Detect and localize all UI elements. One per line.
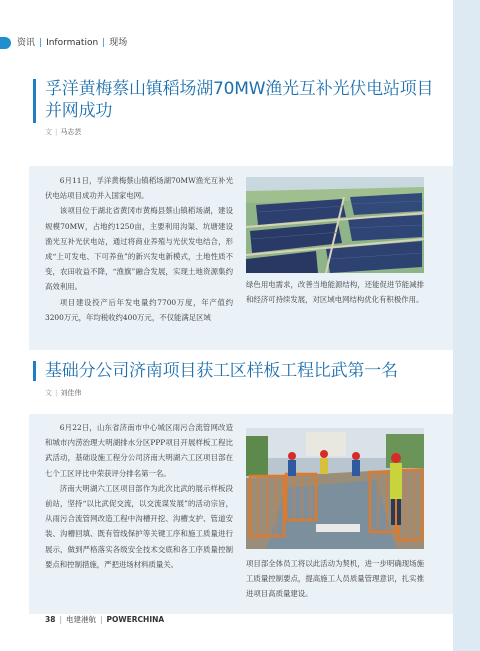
section-label: 资讯 — [17, 38, 36, 48]
article2-title: 基础分公司济南项目获工区样板工程比武第一名 — [45, 361, 398, 381]
article2-paragraph: 济南大明湖六工区项目部作为此次比武的展示样板段前站，坚持“以比武促交流，以交流谋发展”的活动宗旨，从雨污合流管网改造工程中沟槽开挖、沟槽支护、管道安装、沟槽回填、既有管线保护等关键工序和施工质量进行展示，做到严格落实各级安全技术交底和各工序质量控制要点和控制措施，严把进场材料质量关。 — [45, 483, 233, 569]
article2-byline: 文 | 刘佳伟 — [45, 389, 82, 397]
article2-title-bar — [33, 361, 36, 381]
byline-label: 文 — [45, 389, 52, 397]
section-marker — [0, 37, 11, 49]
page-number: 38 — [45, 615, 56, 624]
article1-author: 马志芸 — [60, 128, 82, 136]
article1-title-bar — [33, 79, 36, 123]
article2-author: 刘佳伟 — [60, 389, 82, 397]
construction-site-photo — [246, 428, 424, 549]
section-sub-cn: 现场 — [109, 38, 128, 48]
footer-brand-en: POWERCHINA — [106, 615, 165, 624]
article1-paragraph: 项目建设投产后年发电量约7700万度，年产值约3200万元，年均税收约400万元，不仅能满足区域 — [45, 297, 233, 322]
byline-label: 文 — [45, 128, 52, 136]
article1-continuation: 绿色用电需求，改善当地能源结构，还能促进节能减排和经济可持续发展，对区域电网结构优化有积极作用。 — [246, 280, 424, 305]
page-footer: 38 | 电建港航 | POWERCHINA — [45, 615, 165, 624]
page-edge-strip — [453, 0, 480, 651]
article1-title: 孚洋黄梅蔡山镇稻场湖70MW渔光互补光伏电站项目并网成功 — [45, 79, 434, 121]
section-sub-en: Information — [46, 38, 99, 48]
solar-farm-photo — [246, 177, 424, 273]
article1-paragraph: 6月11日，孚洋黄梅蔡山镇稻场湖70MW渔光互补光伏电站项目成功并入国家电网。 — [45, 176, 233, 201]
article2-continuation: 项目部全体员工将以此活动为契机，进一步明确现场施工质量控制要点，提高施工人员质量管理意识，扎实推进项目高质量建设。 — [246, 559, 424, 599]
footer-brand-cn: 电建港航 — [65, 615, 96, 624]
article2-paragraph: 6月22日，山东省济南市中心城区雨污合流管网改造和城市内涝治理大明湖排水分区PPP项目开展样板工程比武活动，基础设施工程分公司济南大明湖六工区项目部在七个工区评比中荣获评分排名第一名。 — [45, 423, 233, 478]
article2-text — [45, 420, 233, 572]
section-header: 资讯 | Information | 现场 — [17, 38, 128, 48]
article1-byline: 文 | 马志芸 — [45, 128, 82, 136]
article1-text — [45, 173, 233, 325]
article1-paragraph: 该项目位于湖北省黄冈市黄梅县蔡山镇稻场湖，建设规模70MW，占地约1250亩，主要利用沟渠、坑塘建设渔光互补光伏电站，通过将商业养殖与光伏发电结合，形成“上可发电、下可养鱼”的新兴发电新模式，土地性质不变，农田收益不降，“渔旗”融合发展，实现土地资源集约高效利用。 — [45, 206, 233, 292]
